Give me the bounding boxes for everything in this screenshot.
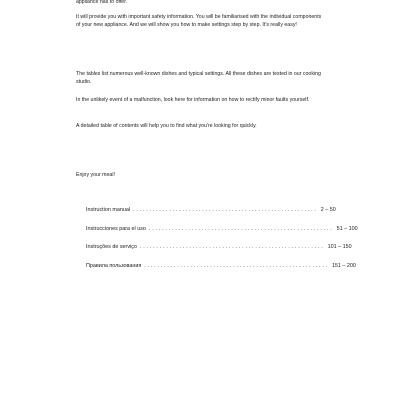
intro-paragraph-1: It will provide you with important safety information. You will be familiarised with the individual components of your new appliance. And we will show you how to make settings step by step. It's really easy! [76,14,322,28]
toc-row-portuguese[interactable] [86,244,352,251]
intro-paragraph-3: In the unlikely event of a malfunction, look here for information on how to rectify minor faults yourself. [76,97,310,103]
toc-title: Правила пользования [86,262,142,269]
closing-line: Enjoy your meal! [76,172,115,178]
intro-heading-tail: appliance has to offer. [76,0,128,5]
toc-leader: ........................................................ [139,244,325,251]
toc-row-english[interactable] [86,207,336,214]
toc-leader: ........................................................ [133,207,318,213]
toc-pages: 101 – 150 [327,244,352,251]
table-of-contents [86,207,358,281]
intro-paragraph-4: A detailed table of contents will help you to find what you're looking for quickly. [76,123,257,129]
toc-pages: 51 – 100 [336,225,358,232]
toc-pages: 2 – 50 [320,207,336,213]
intro-paragraph-2: The tables list numerous well-known dishes and typical settings. All these dishes are tested in our cooking studio. [76,71,321,85]
toc-title: Instruction manual [86,207,131,213]
toc-row-russian[interactable] [86,262,356,270]
toc-row-spanish[interactable] [86,225,358,233]
toc-pages: 151 – 200 [331,262,356,269]
toc-title: Instruções de serviço [86,244,137,251]
toc-leader: ........................................................ [148,225,334,232]
toc-title: Instrucciones para el uso [86,225,146,232]
toc-leader: ........................................................ [144,262,329,269]
